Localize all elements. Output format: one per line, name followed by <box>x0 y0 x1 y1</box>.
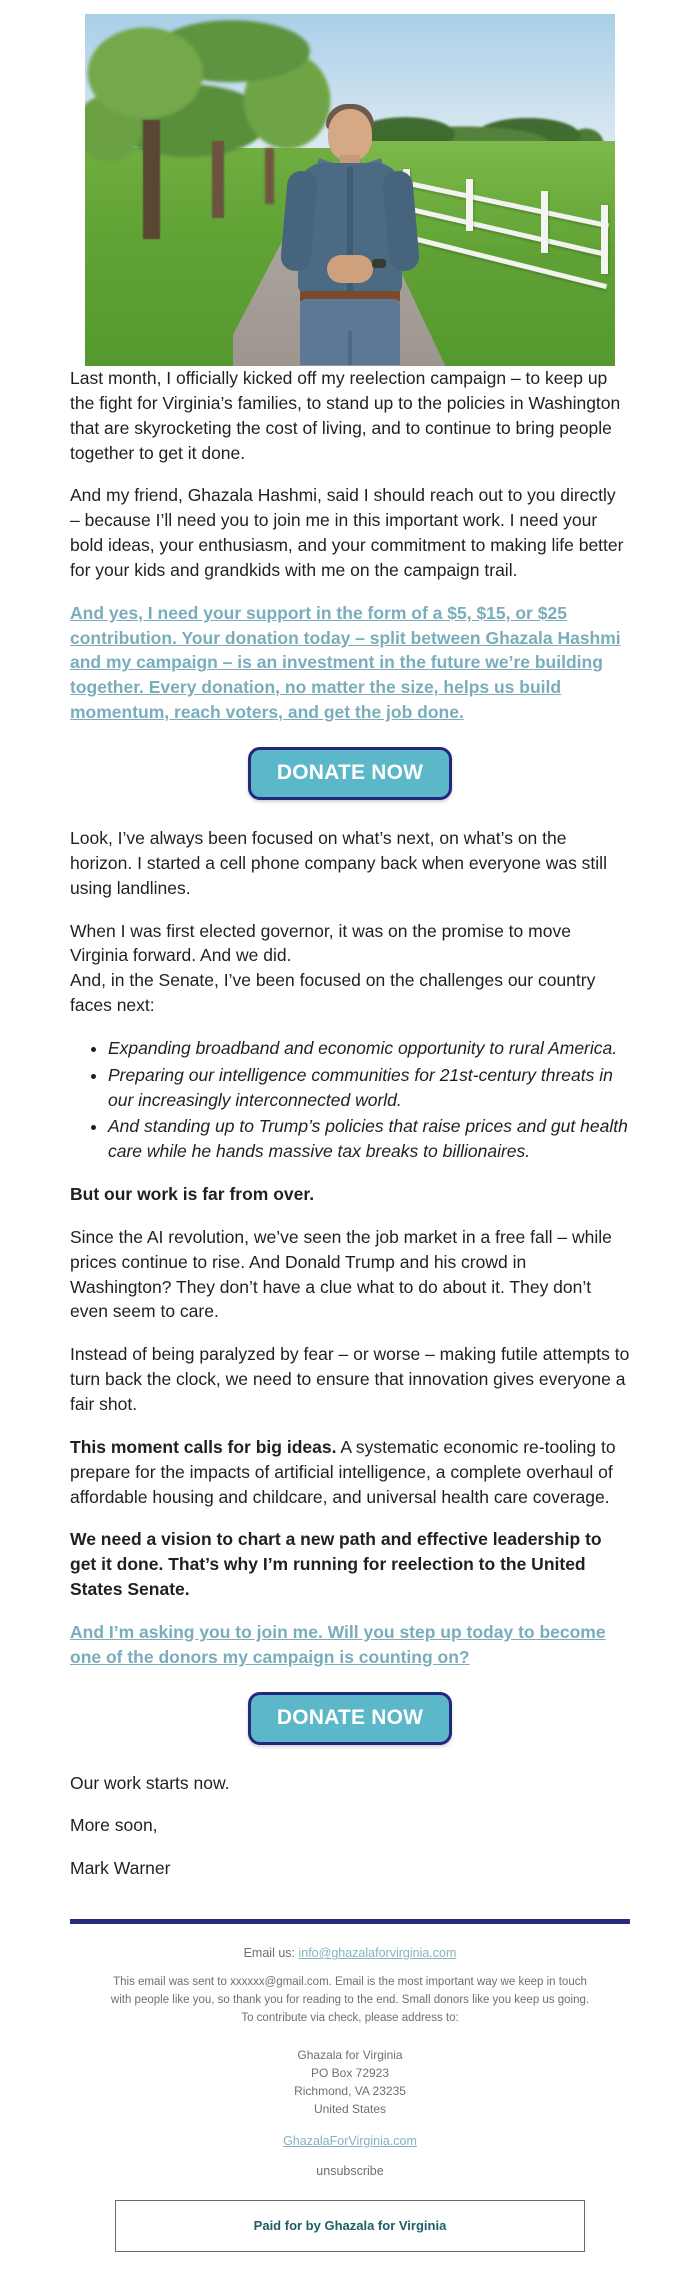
priorities-list <box>70 1036 630 1164</box>
footer-site-link-row <box>70 2134 630 2148</box>
donate-button-row-bottom <box>70 1692 630 1745</box>
email-footer <box>70 1924 630 2289</box>
closing-line-1: Our work starts now. <box>70 1772 230 1793</box>
join-me-link-paragraph[interactable] <box>70 1620 630 1670</box>
donate-button-row-top <box>70 747 630 800</box>
donate-now-button-bottom[interactable]: DONATE NOW <box>248 1692 452 1745</box>
paid-for-disclaimer-box <box>115 2200 585 2252</box>
footer-email-line <box>70 1946 630 1960</box>
donation-ask-link-paragraph[interactable] <box>70 601 630 725</box>
mark-warner-photo <box>85 14 615 366</box>
footer-fineprint: This email was sent to xxxxxx@gmail.com. Email is the most important way we keep in touch with people like you, so thank you for reading to the end. Small donors like you keep us going. To contribute via check, please address to: <box>110 1976 590 2024</box>
paragraph-4b: And, in the Senate, I’ve been focused on the challenges our country faces next: <box>70 970 596 1016</box>
paragraph-7: Instead of being paralyzed by fear – or worse – making futile attempts to turn back the clock, we need to ensure that innovation gives everyone a fair shot. <box>70 1344 630 1414</box>
footer-email-link[interactable]: info@ghazalaforvirginia.com <box>298 1946 457 1961</box>
paragraph-4a: When I was first elected governor, it was on the promise to move Virginia forward. And we did. <box>70 920 571 966</box>
paid-for-text: Paid for by Ghazala for Virginia <box>253 2217 447 2233</box>
address-line: United States <box>313 2101 387 2116</box>
paragraph-1: Last month, I officially kicked off my reelection campaign – to keep up the fight for Virginia’s families, to stand up to the policies in Washington that are skyrocketing the cost of living, and to continue to bring people together to get it done. <box>70 368 621 463</box>
paragraph-8-rest: A systematic economic re-tooling to prepare for the impacts of artificial intelligence, a complete overhaul of affordable housing and childcare, and universal health care coverage. <box>70 1436 616 1507</box>
paragraph-8-lead: This moment calls for big ideas. <box>70 1436 337 1457</box>
footer-website-link[interactable]: GhazalaForVirginia.com <box>283 2133 417 2148</box>
mailing-address <box>70 2046 630 2118</box>
list-item: • And standing up to Trump’s policies that raise prices and gut health care while he hands massive tax breaks to billionaires. <box>108 1114 630 1164</box>
donation-ask-link[interactable]: And yes, I need your support in the form of a $5, $15, or $25 contribution. Your donation today – split between Ghazala Hashmi and my campaign – is an investment in the future we’re building together. Every donation, no matter the size, helps us build momentum, reach voters, and get the job done. <box>70 602 621 723</box>
list-item: • Expanding broadband and economic opportunity to rural America. <box>108 1036 630 1061</box>
join-me-link[interactable]: And I’m asking you to join me. Will you step up today to become one of the donors my campaign is counting on? <box>70 1621 606 1667</box>
signature-name: Mark Warner <box>70 1858 171 1879</box>
unsubscribe-link[interactable]: unsubscribe <box>316 2163 384 2178</box>
hero-image-container <box>0 0 700 366</box>
tree-trunk <box>143 120 160 240</box>
closing-line-2: More soon, <box>70 1815 158 1836</box>
list-item: • Preparing our intelligence communities for 21st-century threats in our increasingly interconnected world. <box>108 1063 630 1113</box>
footer-email-label: Email us: <box>243 1946 299 1961</box>
letter-body <box>70 366 630 1881</box>
donate-now-button-top[interactable]: DONATE NOW <box>248 747 452 800</box>
tree-trunk <box>265 148 273 204</box>
paragraph-2: And my friend, Ghazala Hashmi, said I should reach out to you directly – because I’ll need you to join me in this important work. I need your bold ideas, your enthusiasm, and your commitment to making life better for your kids and grandkids with me on the campaign trail. <box>70 485 624 580</box>
address-line: Ghazala for Virginia <box>297 2047 403 2062</box>
paragraph-3: Look, I’ve always been focused on what’s next, on what’s on the horizon. I started a cell phone company back when everyone was still using landlines. <box>70 827 607 898</box>
address-line: PO Box 72923 <box>310 2065 390 2080</box>
tree-trunk <box>212 141 224 218</box>
person-figure <box>280 109 420 364</box>
address-line: Richmond, VA 23235 <box>294 2083 406 2098</box>
paragraph-5-bold: But our work is far from over. <box>70 1184 315 1205</box>
paragraph-8 <box>70 1435 630 1510</box>
paragraph-9-bold: We need a vision to chart a new path and effective leadership to get it done. That’s why I’m running for reelection to the United States Senate. <box>70 1529 602 1600</box>
paragraph-6: Since the AI revolution, we’ve seen the job market in a free fall – while prices continue to rise. And Donald Trump and his crowd in Washington? They don’t have a clue what to do about it. They don’t even seem to care. <box>70 1226 612 1322</box>
